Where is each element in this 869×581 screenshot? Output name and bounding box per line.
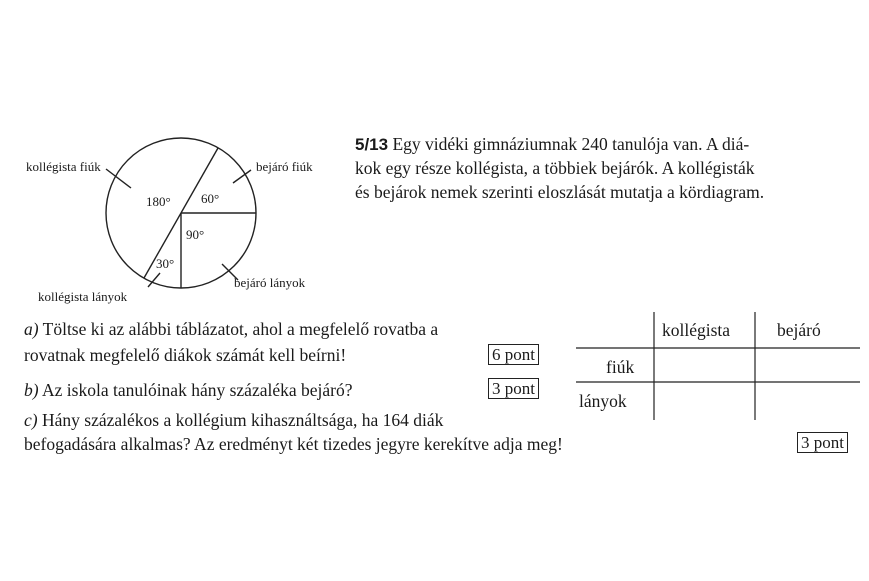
question-c-text-1: Hány százalékos a kollégium kihasználtsága, ha 164 diák bbox=[41, 410, 444, 430]
question-c-points: 3 pont bbox=[797, 432, 848, 453]
label-kollegista-fiuk: kollégista fiúk bbox=[26, 159, 101, 174]
table-row-lanyok: lányok bbox=[579, 391, 627, 411]
problem-text-1: Egy vidéki gimnáziumnak 240 tanulója van. A diá- bbox=[392, 134, 750, 154]
angle-30: 30° bbox=[156, 256, 175, 271]
label-kollegista-lanyok: kollégista lányok bbox=[38, 289, 128, 304]
question-c-line-2: befogadására alkalmas? Az eredményt két tizedes jegyre kerekítve adja meg! bbox=[24, 434, 563, 454]
problem-line-3: és bejárok nemek szerinti eloszlását mutatja a kördiagram. bbox=[355, 182, 765, 202]
question-c-letter: c) bbox=[24, 410, 38, 430]
question-b-line bbox=[24, 380, 353, 401]
table-header-bejaro: bejáró bbox=[777, 320, 821, 340]
question-a-line-2: rovatnak megfelelő diákok számát kell beírni! bbox=[24, 345, 347, 365]
angle-60: 60° bbox=[201, 191, 220, 206]
table-row-fiuk: fiúk bbox=[606, 357, 635, 377]
question-c-line-1 bbox=[24, 410, 443, 431]
question-b-text: Az iskola tanulóinak hány százaléka bejáró? bbox=[42, 380, 353, 400]
question-a-text-1: Töltse ki az alábbi táblázatot, ahol a megfelelő rovatba a bbox=[42, 319, 439, 339]
angle-180: 180° bbox=[146, 194, 171, 209]
label-bejaro-lanyok: bejáró lányok bbox=[234, 275, 306, 290]
problem-line-1 bbox=[355, 133, 749, 156]
question-a-letter: a) bbox=[24, 319, 39, 339]
problem-number: 5/13 bbox=[355, 135, 389, 154]
question-a-line-1 bbox=[24, 319, 438, 340]
question-b-points: 3 pont bbox=[488, 378, 539, 399]
table-header-kollegista: kollégista bbox=[662, 320, 731, 340]
angle-90: 90° bbox=[186, 227, 205, 242]
question-b-letter: b) bbox=[24, 380, 39, 400]
question-a-points: 6 pont bbox=[488, 344, 539, 365]
label-bejaro-fiuk: bejáró fiúk bbox=[256, 159, 313, 174]
problem-line-2: kok egy része kollégista, a többiek bejárók. A kollégisták bbox=[355, 158, 755, 178]
